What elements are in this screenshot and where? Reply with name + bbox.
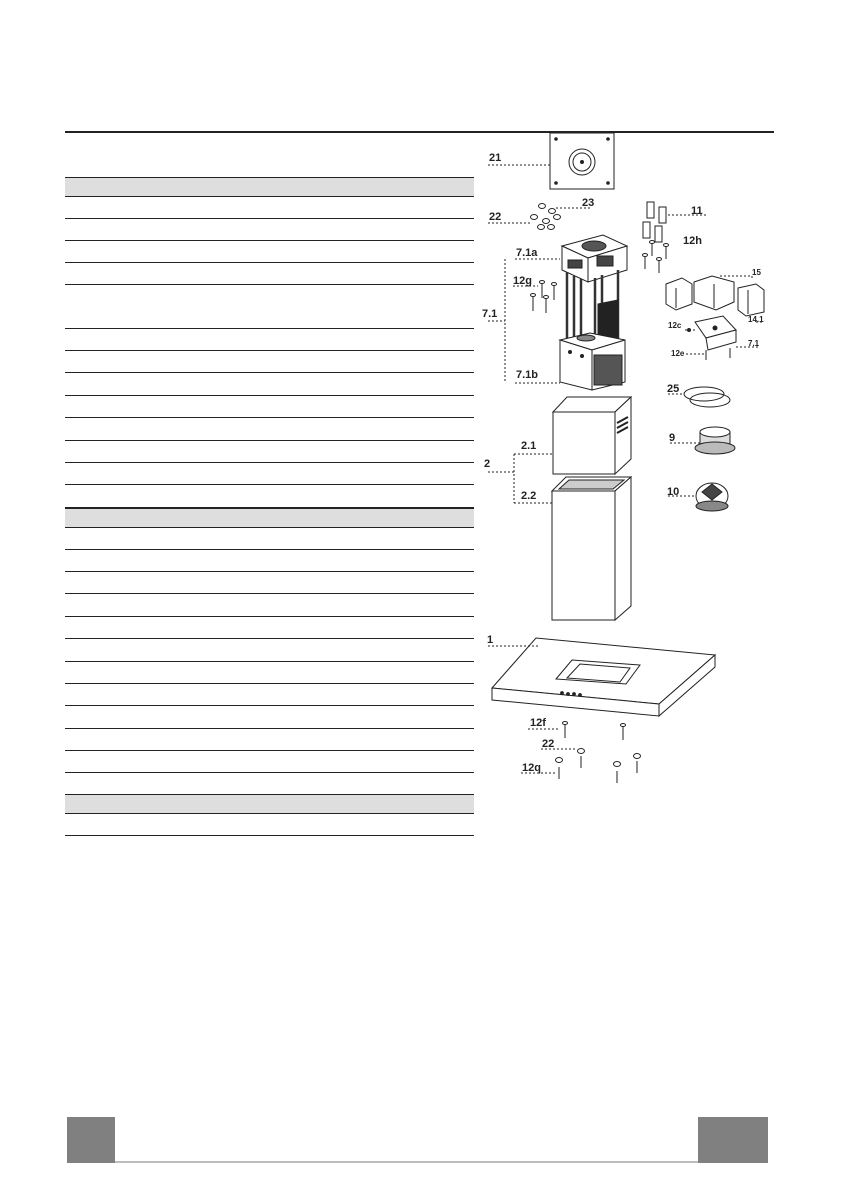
- screws-12h: [643, 241, 669, 274]
- table-row: [65, 639, 474, 662]
- label-bracket-7-1: 7.1: [748, 339, 760, 348]
- exploded-parts-diagram: [474, 133, 774, 813]
- table-section-header: [65, 794, 474, 814]
- table-row: [65, 706, 474, 729]
- label-15: 15: [752, 268, 761, 277]
- air-outlet-flange: [670, 427, 735, 454]
- label-2-2: 2.2: [521, 490, 537, 502]
- washers-nuts: [488, 204, 592, 230]
- table-row: [65, 528, 474, 550]
- table-row: [65, 396, 474, 418]
- table-row: [65, 197, 474, 219]
- table-row: [65, 241, 474, 263]
- table-row: [65, 418, 474, 441]
- table-row: [65, 329, 474, 351]
- label-12q: 12q: [522, 762, 541, 774]
- table-row: [65, 463, 474, 485]
- label-7-1a: 7.1a: [516, 247, 538, 259]
- table-row: [65, 485, 474, 508]
- label-12f: 12f: [530, 717, 546, 729]
- label-11: 11: [691, 205, 703, 217]
- table-row: [65, 285, 474, 329]
- ceiling-template: [488, 133, 614, 189]
- label-22-bottom: 22: [542, 738, 555, 750]
- label-7-1b: 7.1b: [516, 369, 539, 381]
- table-section-header: [65, 177, 474, 197]
- label-1: 1: [487, 634, 494, 646]
- table-row: [65, 572, 474, 594]
- table-row: [65, 617, 474, 639]
- label-9: 9: [669, 432, 676, 444]
- label-12h: 12h: [683, 235, 702, 247]
- table-row: [65, 594, 474, 617]
- label-14-1: 14.1: [748, 315, 764, 324]
- table-section-header: [65, 508, 474, 528]
- label-22-top: 22: [489, 211, 502, 223]
- label-7-1: 7.1: [482, 308, 498, 320]
- table-row: [65, 351, 474, 373]
- table-row: [65, 373, 474, 396]
- table-row: [65, 550, 474, 572]
- footer-page-number-block: [698, 1117, 768, 1163]
- table-row: [65, 751, 474, 773]
- label-10: 10: [667, 486, 680, 498]
- label-23: 23: [582, 197, 595, 209]
- table-row: [65, 441, 474, 463]
- table-row: [65, 729, 474, 751]
- table-row: [65, 662, 474, 684]
- hood-body: [488, 638, 715, 716]
- label-2: 2: [484, 458, 491, 470]
- table-row: [65, 219, 474, 241]
- chimney: [488, 397, 631, 620]
- table-row: [65, 263, 474, 285]
- support-frame: [488, 235, 627, 390]
- label-12g: 12g: [513, 275, 532, 287]
- label-2-1: 2.1: [521, 440, 537, 452]
- footer-language-tab: [67, 1117, 115, 1163]
- table-row: [65, 684, 474, 706]
- label-12e: 12e: [671, 349, 685, 358]
- footer-rule: [115, 1161, 698, 1163]
- label-25: 25: [667, 383, 680, 395]
- table-row: [65, 814, 474, 836]
- label-12c: 12c: [668, 321, 682, 330]
- label-21: 21: [489, 152, 502, 164]
